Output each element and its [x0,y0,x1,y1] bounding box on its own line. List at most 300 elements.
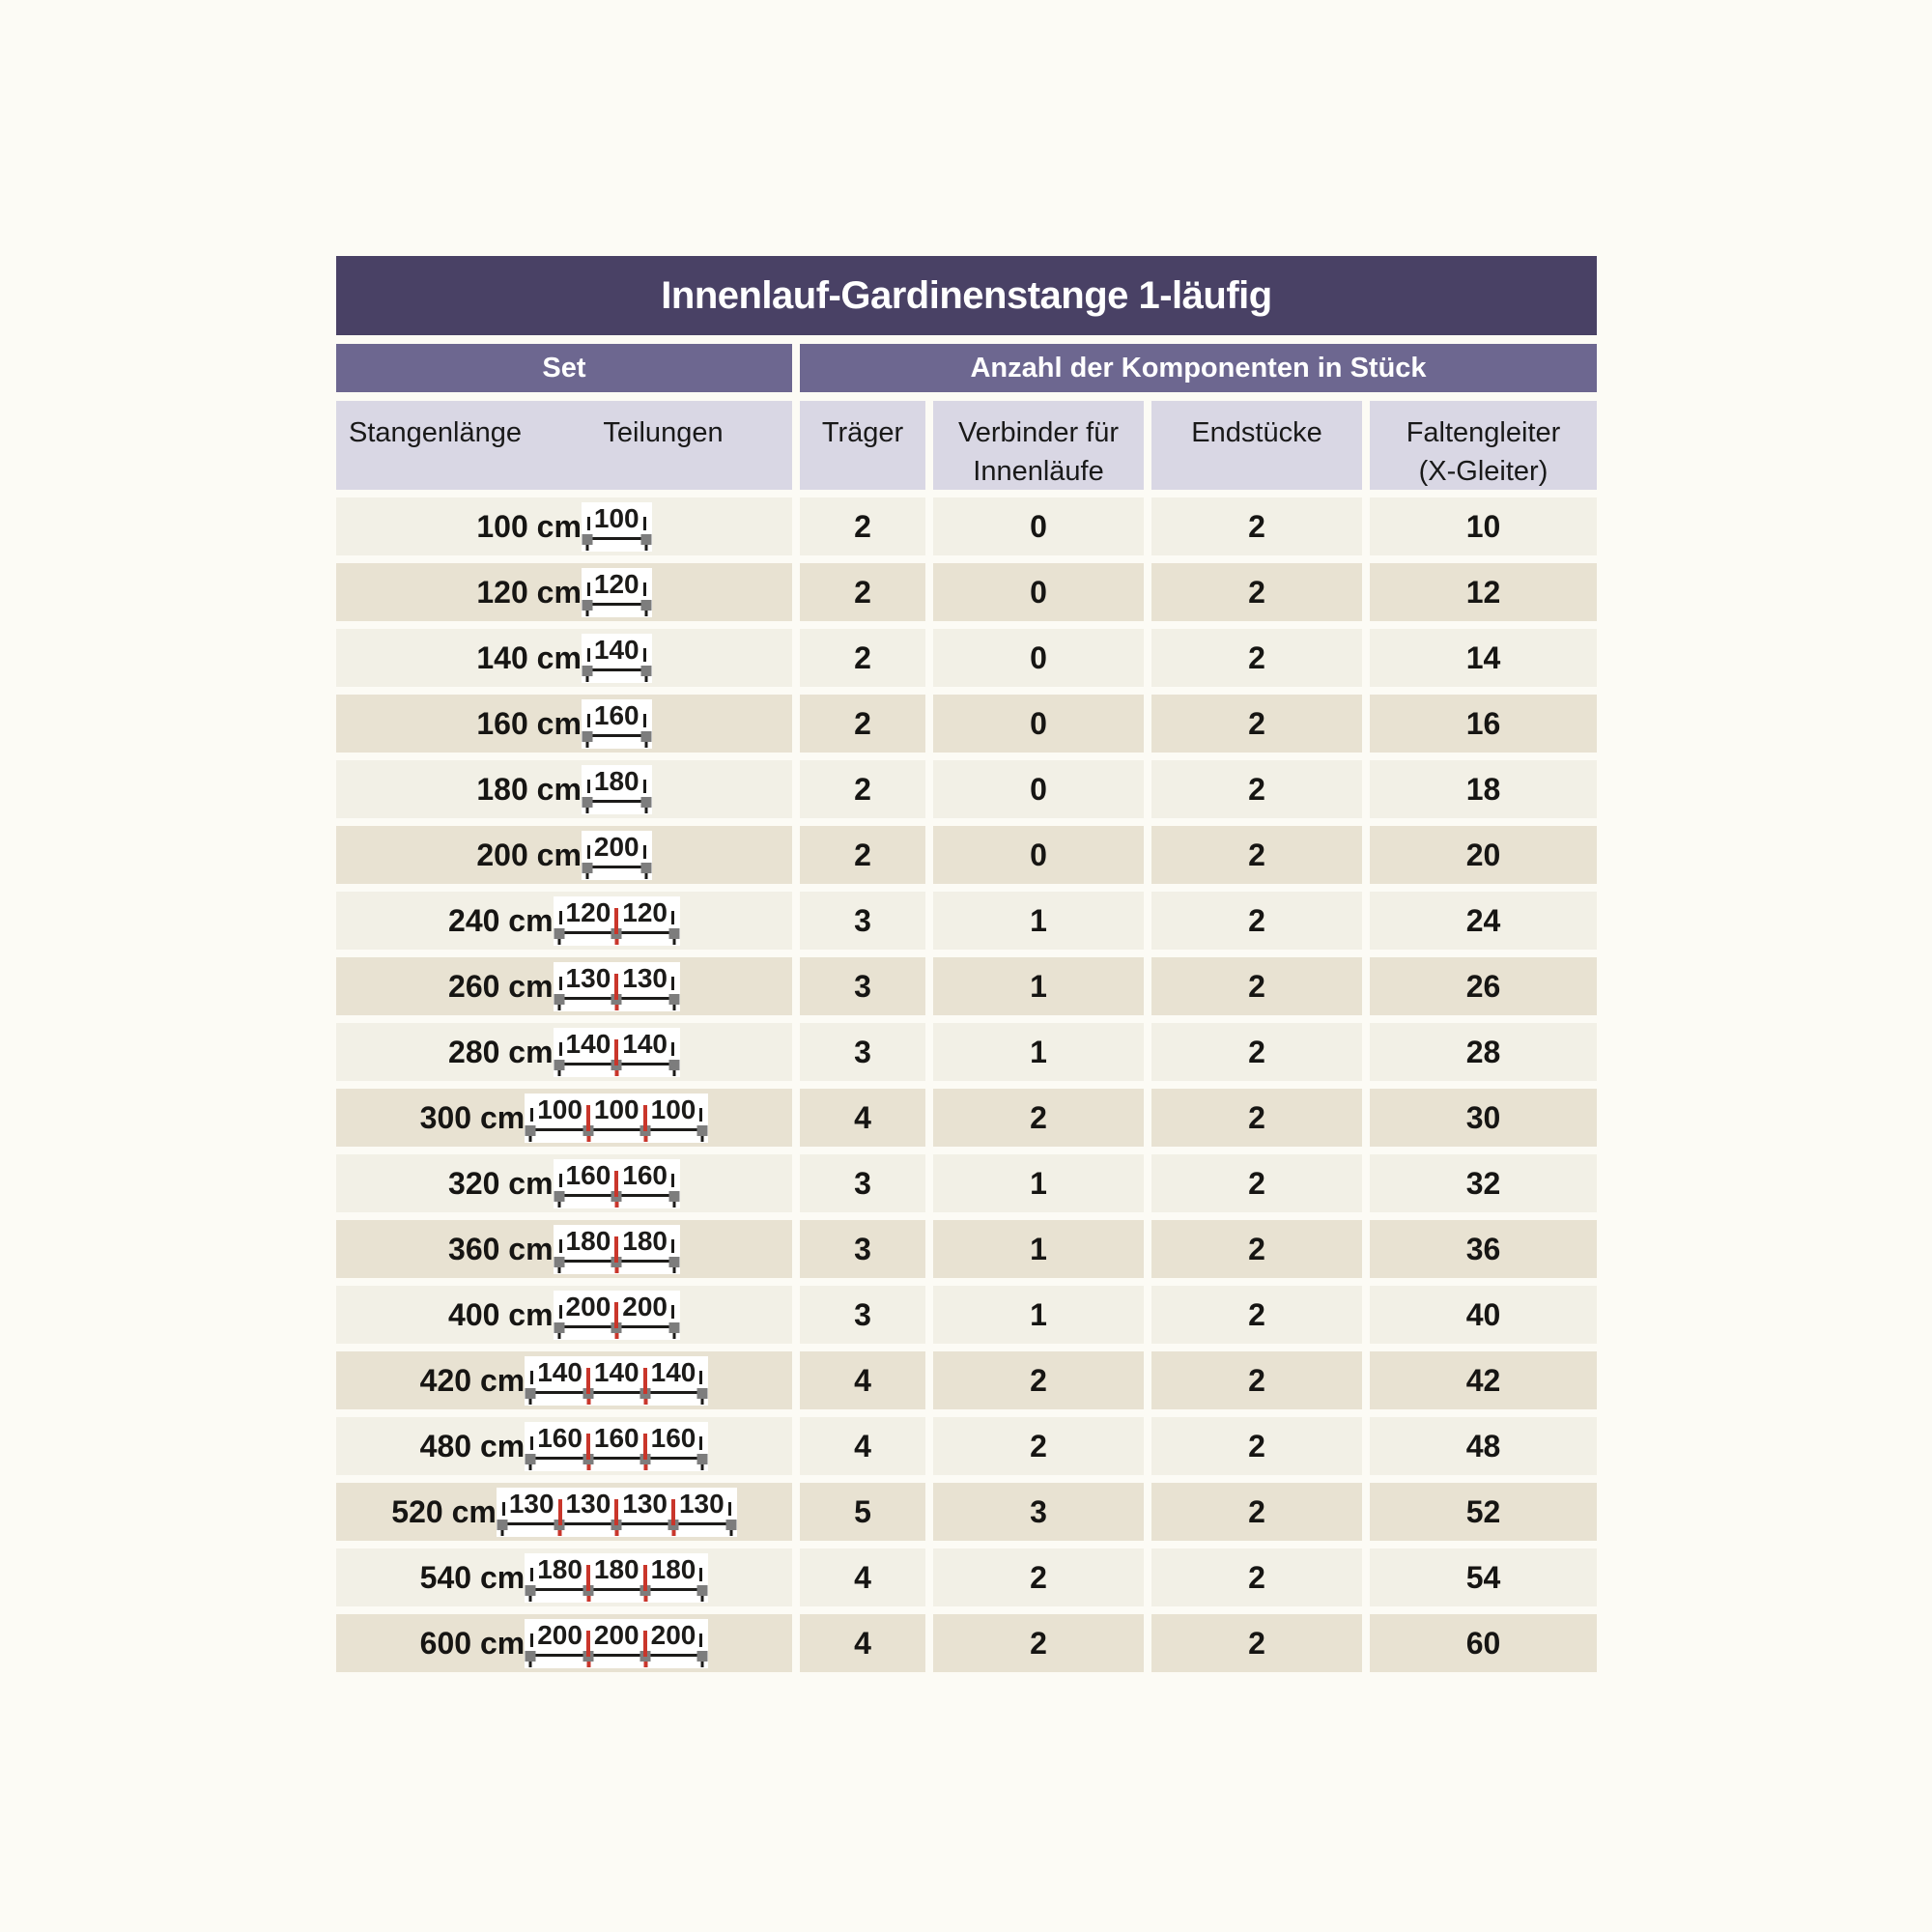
set-cell [336,1417,792,1475]
segment-length-label: 180 [593,1553,639,1584]
table-row [336,695,1597,753]
stangenlaenge-value: 360 cm [448,1231,554,1266]
column-header-verbinder [933,401,1144,490]
table-row [336,1154,1597,1212]
segment-length-label: 140 [622,1028,668,1059]
rod-division-diagram [554,1291,680,1340]
verbinder-value: 2 [933,1351,1144,1409]
rod-line [531,1588,701,1591]
connector-tick-icon [586,1105,590,1131]
table-row [336,629,1597,687]
set-cell [336,1614,792,1672]
rod-line-wrap [587,533,646,544]
table-row [336,1089,1597,1147]
dimension-end-tick-icon [559,1305,562,1319]
traeger-value: 4 [800,1548,925,1606]
faltengleiter-value: 60 [1370,1614,1597,1672]
traeger-value: 2 [800,629,925,687]
dimension-end-tick-icon [587,780,590,793]
segment-length-label: 200 [650,1619,696,1650]
dimension-end-tick-icon [587,845,590,859]
end-bracket-icon [526,1125,536,1136]
rod-division-diagram [554,962,680,1011]
verbinder-value: 1 [933,892,1144,950]
faltengleiter-value: 32 [1370,1154,1597,1212]
rod-dimension-labels [559,896,674,927]
traeger-value: 3 [800,1220,925,1278]
verbinder-value: 2 [933,1548,1144,1606]
teilungen-diagram-wrap [554,1225,680,1274]
segment-length-label: 120 [622,896,668,927]
rod-division-diagram [582,699,652,749]
endstuecke-value: 2 [1151,1548,1362,1606]
table-row [336,760,1597,818]
segment-length-label: 160 [650,1422,696,1453]
traeger-value: 3 [800,957,925,1015]
column-header-stangenlaenge: Stangenlänge [349,417,522,448]
end-bracket-icon [582,534,592,545]
connector-tick-icon [643,1565,647,1591]
table-title-bar [336,256,1597,335]
end-bracket-icon [526,1388,536,1399]
segment-length-label: 160 [537,1422,582,1453]
segment-length-label: 100 [593,1094,639,1124]
segment-length-label: 140 [650,1356,696,1387]
end-bracket-icon [640,863,651,873]
rod-line-wrap [530,1453,702,1463]
rod-line-wrap [530,1387,702,1398]
verbinder-value: 0 [933,760,1144,818]
segment-length-label: 130 [622,1488,668,1519]
endstuecke-value: 2 [1151,563,1362,621]
end-bracket-icon [526,1454,536,1464]
endstuecke-value: 2 [1151,760,1362,818]
set-column-headers [336,401,792,490]
stangenlaenge-value: 200 cm [476,837,582,872]
verbinder-value: 3 [933,1483,1144,1541]
segment-length-label: 100 [537,1094,582,1124]
dimension-end-tick-icon [728,1502,731,1516]
end-bracket-icon [640,797,651,808]
end-bracket-icon [582,600,592,611]
rod-dimension-labels [559,1028,674,1059]
faltengleiter-value: 30 [1370,1089,1597,1147]
endstuecke-value: 2 [1151,1417,1362,1475]
stangenlaenge-value: 400 cm [448,1296,554,1332]
stangenlaenge-value: 540 cm [419,1559,526,1595]
rod-dimension-labels [559,1225,674,1256]
dimension-end-tick-icon [559,911,562,924]
rod-line-wrap [530,1584,702,1595]
verbinder-value: 1 [933,1154,1144,1212]
end-bracket-icon [725,1520,736,1530]
traeger-value: 2 [800,563,925,621]
traeger-value: 5 [800,1483,925,1541]
endstuecke-value: 2 [1151,1614,1362,1672]
end-bracket-icon [668,1322,679,1333]
teilungen-diagram-wrap [525,1619,708,1668]
segment-length-label: 180 [565,1225,611,1256]
connector-tick-icon [671,1499,675,1525]
connector-tick-icon [614,974,618,1000]
rod-line [588,866,645,868]
faltengleiter-value: 20 [1370,826,1597,884]
rod-dimension-labels [530,1094,702,1124]
table-row [336,563,1597,621]
end-bracket-icon [697,1585,708,1596]
segment-length-label: 120 [593,568,639,599]
traeger-value: 3 [800,1023,925,1081]
endstuecke-value: 2 [1151,1089,1362,1147]
traeger-value: 2 [800,695,925,753]
dimension-end-tick-icon [671,977,674,990]
set-cell [336,760,792,818]
end-bracket-icon [640,534,651,545]
segment-length-label: 160 [565,1159,611,1190]
rod-dimension-labels [587,831,646,862]
verbinder-value: 0 [933,695,1144,753]
column-header-faltengleiter [1370,401,1597,490]
rod-line [531,1457,701,1460]
segment-length-label: 180 [650,1553,696,1584]
dimension-end-tick-icon [530,1436,533,1450]
rod-division-diagram [497,1488,737,1537]
faltengleiter-value: 48 [1370,1417,1597,1475]
end-bracket-icon [554,928,564,939]
connector-tick-icon [614,1171,618,1197]
rod-division-diagram [582,568,652,617]
rod-dimension-labels [587,568,646,599]
faltengleiter-header-line1: Faltengleiter [1406,417,1561,448]
segment-length-label: 160 [622,1159,668,1190]
verbinder-value: 1 [933,1286,1144,1344]
rod-division-diagram [582,502,652,552]
stangenlaenge-value: 420 cm [419,1362,526,1398]
end-bracket-icon [582,666,592,676]
dimension-end-tick-icon [643,780,646,793]
end-bracket-icon [582,797,592,808]
rod-division-diagram [525,1094,708,1143]
connector-tick-icon [643,1368,647,1394]
end-bracket-icon [582,731,592,742]
traeger-value: 2 [800,497,925,555]
verbinder-value: 0 [933,497,1144,555]
rod-dimension-labels [587,765,646,796]
rod-division-diagram [525,1356,708,1406]
verbinder-value: 2 [933,1614,1144,1672]
set-cell [336,892,792,950]
connector-tick-icon [586,1631,590,1657]
set-cell [336,1154,792,1212]
table-row [336,1023,1597,1081]
endstuecke-value: 2 [1151,826,1362,884]
dimension-end-tick-icon [699,1436,702,1450]
dimension-end-tick-icon [671,911,674,924]
stangenlaenge-value: 140 cm [476,639,582,675]
endstuecke-value: 2 [1151,629,1362,687]
connector-tick-icon [614,1499,618,1525]
end-bracket-icon [668,1257,679,1267]
rod-dimension-labels [587,699,646,730]
stangenlaenge-value: 100 cm [476,508,582,544]
end-bracket-icon [554,994,564,1005]
faltengleiter-value: 36 [1370,1220,1597,1278]
segment-length-label: 100 [593,502,639,533]
rod-division-diagram [554,1225,680,1274]
endstuecke-value: 2 [1151,1286,1362,1344]
endstuecke-header-label: Endstücke [1191,417,1322,448]
teilungen-diagram-wrap [554,896,680,946]
segment-length-label: 200 [537,1619,582,1650]
teilungen-diagram-wrap [582,765,652,814]
connector-tick-icon [586,1565,590,1591]
dimension-end-tick-icon [530,1634,533,1647]
stangenlaenge-value: 280 cm [448,1034,554,1069]
teilungen-diagram-wrap [554,962,680,1011]
teilungen-diagram-wrap [525,1094,708,1143]
faltengleiter-value: 28 [1370,1023,1597,1081]
table-body [336,497,1597,1672]
table-row [336,497,1597,555]
rod-division-diagram [582,831,652,880]
rod-line-wrap [587,665,646,675]
stangenlaenge-value: 480 cm [419,1428,526,1463]
rod-line [588,800,645,803]
rod-division-diagram [582,765,652,814]
stangenlaenge-value: 240 cm [448,902,554,938]
traeger-value: 2 [800,826,925,884]
set-cell [336,497,792,555]
traeger-value: 3 [800,1154,925,1212]
dimension-end-tick-icon [699,1634,702,1647]
verbinder-value: 0 [933,826,1144,884]
endstuecke-value: 2 [1151,1154,1362,1212]
connector-tick-icon [614,1302,618,1328]
end-bracket-icon [554,1191,564,1202]
stangenlaenge-value: 300 cm [419,1099,526,1135]
end-bracket-icon [697,1125,708,1136]
rod-line [588,668,645,671]
faltengleiter-value: 10 [1370,497,1597,555]
rod-dimension-labels [559,962,674,993]
end-bracket-icon [668,994,679,1005]
segment-length-label: 130 [622,962,668,993]
faltengleiter-value: 40 [1370,1286,1597,1344]
end-bracket-icon [554,1322,564,1333]
rod-division-diagram [582,634,652,683]
rod-dimension-labels [587,502,646,533]
teilungen-diagram-wrap [525,1422,708,1471]
endstuecke-value: 2 [1151,1483,1362,1541]
dimension-end-tick-icon [643,714,646,727]
segment-length-label: 200 [593,831,639,862]
dimension-end-tick-icon [530,1108,533,1122]
table-row [336,1351,1597,1409]
column-header-endstuecke [1151,401,1362,490]
traeger-header-label: Träger [821,417,904,448]
end-bracket-icon [668,928,679,939]
set-cell [336,1483,792,1541]
set-cell [336,695,792,753]
column-header-row [336,401,1597,490]
segment-length-label: 200 [593,1619,639,1650]
end-bracket-icon [554,1060,564,1070]
connector-tick-icon [643,1105,647,1131]
faltengleiter-value: 12 [1370,563,1597,621]
traeger-value: 4 [800,1089,925,1147]
teilungen-diagram-wrap [554,1028,680,1077]
rod-division-diagram [525,1619,708,1668]
connector-tick-icon [643,1631,647,1657]
end-bracket-icon [668,1191,679,1202]
stangenlaenge-value: 520 cm [391,1493,497,1529]
stangenlaenge-value: 320 cm [448,1165,554,1201]
traeger-value: 2 [800,760,925,818]
set-cell [336,1351,792,1409]
rod-line-wrap [587,796,646,807]
segment-length-label: 180 [622,1225,668,1256]
rod-division-diagram [554,1159,680,1208]
connector-tick-icon [586,1434,590,1460]
dimension-end-tick-icon [643,582,646,596]
segment-length-label: 140 [565,1028,611,1059]
endstuecke-value: 2 [1151,957,1362,1015]
rod-line [588,603,645,606]
dimension-end-tick-icon [643,517,646,530]
teilungen-diagram-wrap [554,1159,680,1208]
teilungen-diagram-wrap [554,1291,680,1340]
traeger-value: 4 [800,1351,925,1409]
dimension-end-tick-icon [643,648,646,662]
rod-line [531,1391,701,1394]
segment-length-label: 200 [622,1291,668,1321]
faltengleiter-value: 14 [1370,629,1597,687]
table-row [336,1220,1597,1278]
rod-division-diagram [525,1422,708,1471]
dimension-end-tick-icon [699,1108,702,1122]
dimension-end-tick-icon [587,648,590,662]
faltengleiter-value: 18 [1370,760,1597,818]
end-bracket-icon [497,1520,507,1530]
end-bracket-icon [640,600,651,611]
column-header-teilungen: Teilungen [603,417,724,448]
dimension-end-tick-icon [530,1371,533,1384]
end-bracket-icon [697,1651,708,1662]
teilungen-diagram-wrap [582,831,652,880]
dimension-end-tick-icon [587,714,590,727]
segment-length-label: 180 [593,765,639,796]
segment-length-label: 140 [537,1356,582,1387]
segment-length-label: 140 [593,634,639,665]
rod-line [588,734,645,737]
end-bracket-icon [582,863,592,873]
dimension-end-tick-icon [671,1042,674,1056]
dimension-end-tick-icon [559,1239,562,1253]
teilungen-diagram-wrap [525,1356,708,1406]
rod-dimension-labels [559,1159,674,1190]
endstuecke-value: 2 [1151,1023,1362,1081]
connector-tick-icon [643,1434,647,1460]
dimension-end-tick-icon [502,1502,505,1516]
dimension-end-tick-icon [699,1568,702,1581]
faltengleiter-value: 52 [1370,1483,1597,1541]
set-cell [336,1220,792,1278]
faltengleiter-value: 16 [1370,695,1597,753]
segment-length-label: 130 [678,1488,724,1519]
end-bracket-icon [554,1257,564,1267]
set-group-header: Set [336,344,792,392]
teilungen-diagram-wrap [525,1553,708,1603]
segment-length-label: 100 [650,1094,696,1124]
column-header-traeger [800,401,925,490]
verbinder-value: 2 [933,1089,1144,1147]
table-row [336,1548,1597,1606]
dimension-end-tick-icon [587,517,590,530]
end-bracket-icon [526,1651,536,1662]
teilungen-diagram-wrap [582,568,652,617]
rod-line-wrap [587,730,646,741]
stangenlaenge-value: 120 cm [476,574,582,610]
dimension-end-tick-icon [530,1568,533,1581]
dimension-end-tick-icon [643,845,646,859]
rod-division-diagram [554,1028,680,1077]
table-row [336,1286,1597,1344]
dimension-end-tick-icon [671,1174,674,1187]
faltengleiter-value: 24 [1370,892,1597,950]
endstuecke-value: 2 [1151,1351,1362,1409]
end-bracket-icon [697,1454,708,1464]
stangenlaenge-value: 160 cm [476,705,582,741]
set-cell [336,563,792,621]
teilungen-diagram-wrap [497,1488,737,1537]
group-header-row [336,344,1597,392]
connector-tick-icon [586,1368,590,1394]
rod-dimension-labels [559,1291,674,1321]
segment-length-label: 160 [593,1422,639,1453]
verbinder-value: 0 [933,629,1144,687]
verbinder-value: 1 [933,1220,1144,1278]
verbinder-value: 0 [933,563,1144,621]
stangenlaenge-value: 260 cm [448,968,554,1004]
rod-dimension-labels [502,1488,731,1519]
end-bracket-icon [640,731,651,742]
segment-length-label: 120 [565,896,611,927]
teilungen-diagram-wrap [582,502,652,552]
segment-length-label: 130 [565,962,611,993]
rod-dimension-labels [530,1619,702,1650]
endstuecke-value: 2 [1151,497,1362,555]
connector-tick-icon [614,908,618,934]
table-title: Innenlauf-Gardinenstange 1-läufig [661,273,1272,317]
segment-length-label: 140 [593,1356,639,1387]
rod-dimension-labels [530,1356,702,1387]
dimension-end-tick-icon [587,582,590,596]
table-row [336,826,1597,884]
teilungen-diagram-wrap [582,634,652,683]
endstuecke-value: 2 [1151,892,1362,950]
dimension-end-tick-icon [699,1371,702,1384]
connector-tick-icon [558,1499,562,1525]
segment-length-label: 200 [565,1291,611,1321]
end-bracket-icon [640,666,651,676]
table-row [336,1614,1597,1672]
faltengleiter-value: 54 [1370,1548,1597,1606]
set-cell [336,629,792,687]
connector-tick-icon [614,1236,618,1263]
set-cell [336,826,792,884]
traeger-value: 4 [800,1417,925,1475]
endstuecke-value: 2 [1151,695,1362,753]
